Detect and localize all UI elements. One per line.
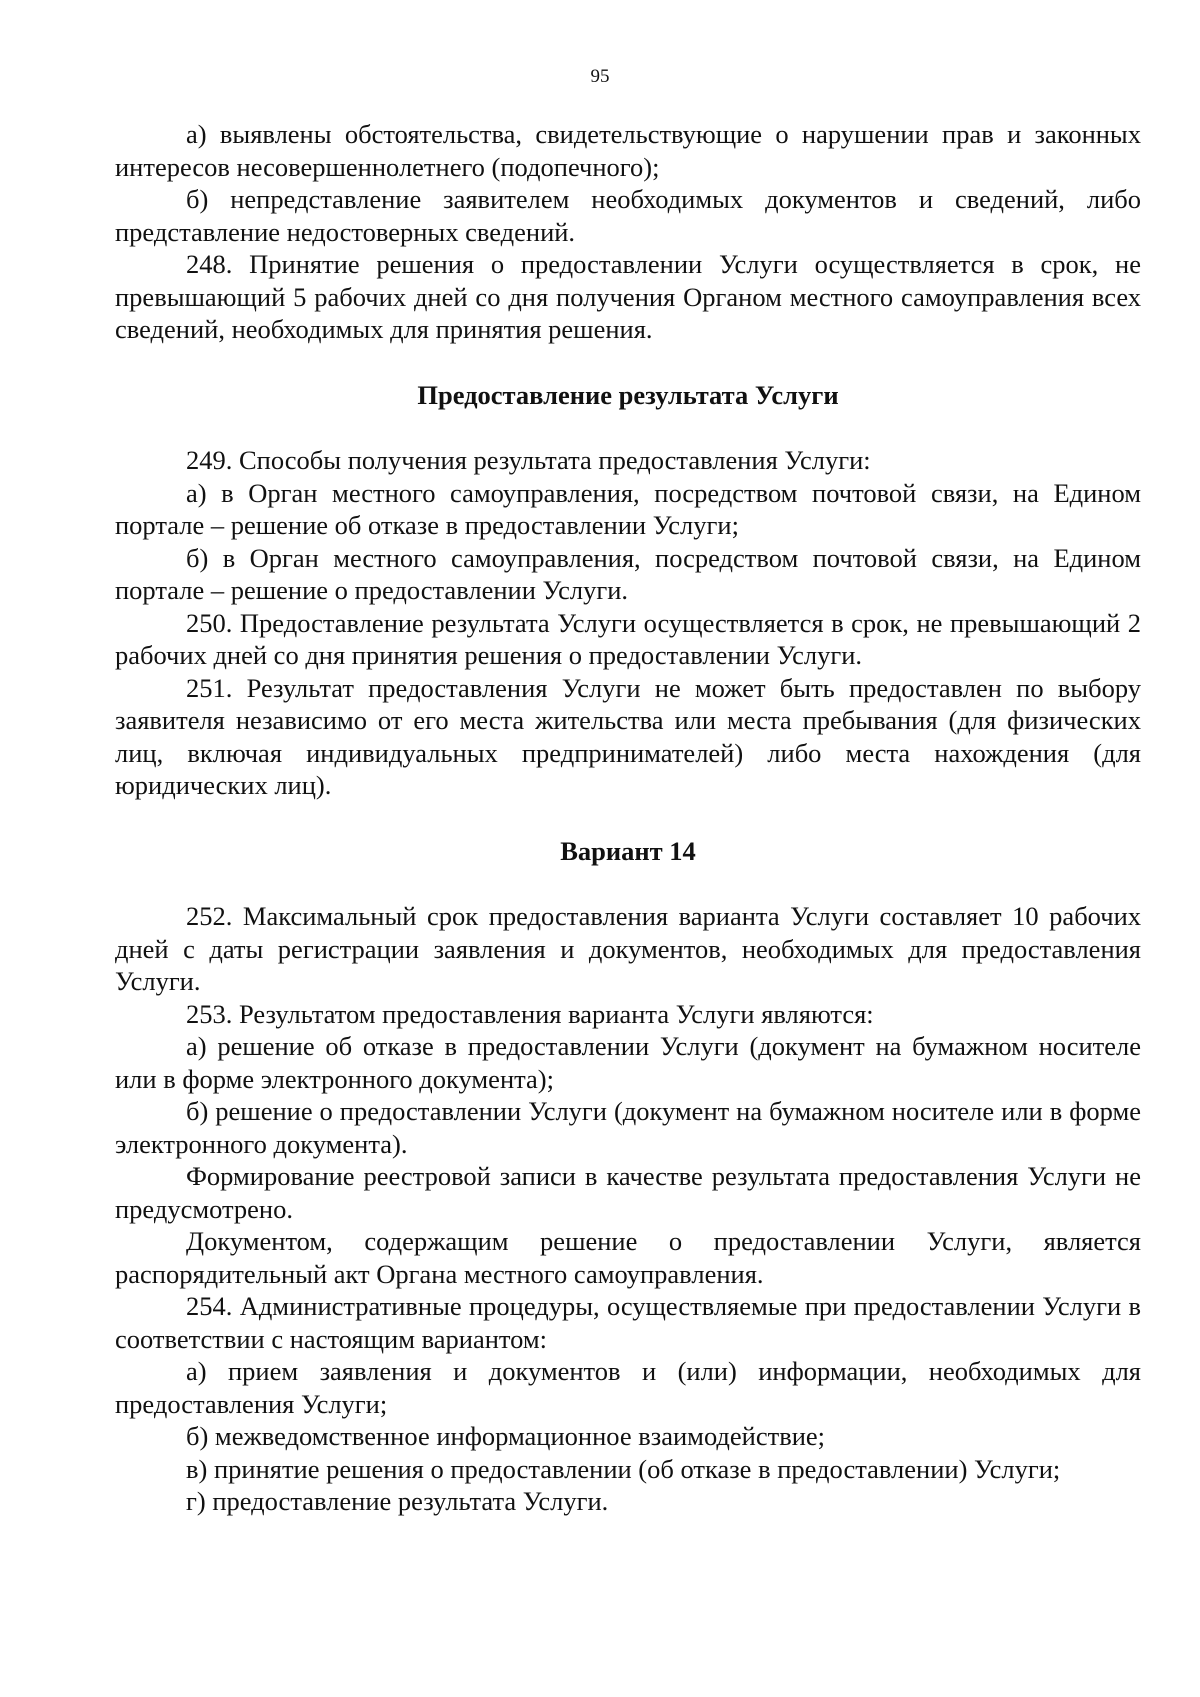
paragraph-254-b: б) межведомственное информационное взаимодействие; xyxy=(186,1421,826,1451)
section-heading-result: Предоставление результата Услуги xyxy=(417,379,839,410)
paragraph-a-violation: а) выявлены обстоятельства, свидетельствующие о нарушении прав и законных интересов несовершеннолетнего (подопечного); xyxy=(115,119,1141,182)
paragraph-248: 248. Принятие решения о предоставлении Услуги осуществляется в срок, не превышающий 5 рабочих дней со дня получения Органом местного самоуправления всех сведений, необходимых для принятия решения. xyxy=(115,249,1141,344)
paragraph-decision-document: Документом, содержащим решение о предоставлении Услуги, является распорядительный акт Органа местного самоуправления. xyxy=(115,1226,1141,1289)
section-heading-variant: Вариант 14 xyxy=(560,835,696,866)
paragraph-253: 253. Результатом предоставления варианта Услуги являются: xyxy=(186,998,874,1029)
paragraph-253-b: б) решение о предоставлении Услуги (документ на бумажном носителе или в форме электронного документа). xyxy=(115,1096,1141,1159)
paragraph-249-b: б) в Орган местного самоуправления, посредством почтовой связи, на Едином портале – решение о предоставлении Услуги. xyxy=(115,542,1141,605)
paragraph-254-v: в) принятие решения о предоставлении (об отказе в предоставлении) Услуги; xyxy=(186,1453,1061,1484)
document-body xyxy=(115,118,1141,1518)
paragraph-254-g: г) предоставление результата Услуги. xyxy=(186,1486,609,1516)
paragraph-249: 249. Способы получения результата предоставления Услуги: xyxy=(186,445,871,475)
paragraph-252: 252. Максимальный срок предоставления варианта Услуги составляет 10 рабочих дней с даты регистрации заявления и документов, необходимых для предоставления Услуги. xyxy=(115,901,1141,996)
paragraph-254-a: а) прием заявления и документов и (или) информации, необходимых для предоставления Услуги; xyxy=(115,1356,1141,1419)
paragraph-250: 250. Предоставление результата Услуги осуществляется в срок, не превышающий 2 рабочих дней со дня принятия решения о предоставлении Услуги. xyxy=(115,607,1141,670)
paragraph-254: 254. Административные процедуры, осуществляемые при предоставлении Услуги в соответствии с настоящим вариантом: xyxy=(115,1291,1141,1354)
paragraph-b-non-submission: б) непредставление заявителем необходимых документов и сведений, либо представление недостоверных сведений. xyxy=(115,184,1141,247)
paragraph-registry-record: Формирование реестровой записи в качестве результата предоставления Услуги не предусмотрено. xyxy=(115,1161,1141,1224)
paragraph-253-a: а) решение об отказе в предоставлении Услуги (документ на бумажном носителе или в форме электронного документа); xyxy=(115,1031,1141,1094)
paragraph-249-a: а) в Орган местного самоуправления, посредством почтовой связи, на Едином портале – решение об отказе в предоставлении Услуги; xyxy=(115,477,1141,540)
paragraph-251: 251. Результат предоставления Услуги не может быть предоставлен по выбору заявителя независимо от его места жительства или места пребывания (для физических лиц, включая индивидуальных предпринимателей) либо места нахождения (для юридических лиц). xyxy=(115,672,1141,800)
page-number: 95 xyxy=(590,66,610,87)
